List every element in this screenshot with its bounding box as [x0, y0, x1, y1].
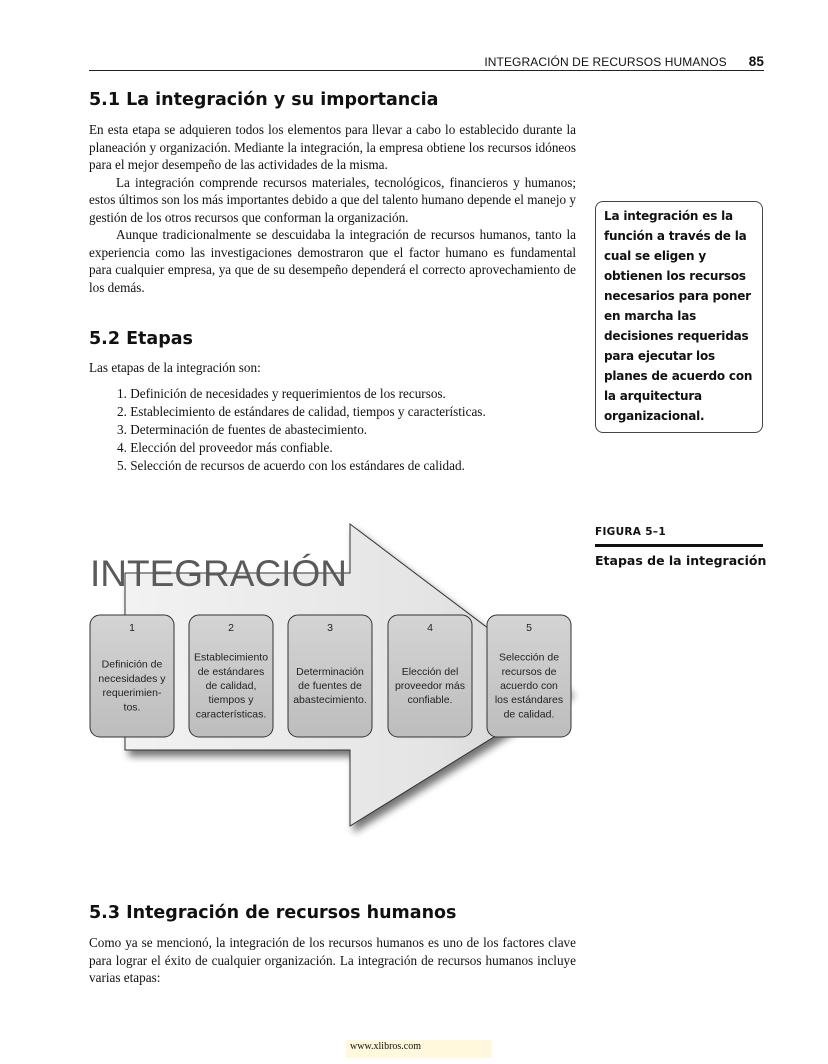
list-item: 4. Elección del proveedor más confiable. [117, 440, 333, 455]
list-item: 5. Selección de recursos de acuerdo con los estándares de calidad. [117, 458, 465, 473]
step-text-line: Definición de [101, 658, 163, 671]
step-text-line: Establecimiento [193, 651, 269, 664]
paragraph: La integración comprende recursos materiales, tecnológicos, financieros y humanos; estos últimos son los más importantes debido a que del talento humano depende el manejo y gestión de los otros recursos que conforman la organización. [89, 174, 576, 225]
paragraph: Aunque tradicionalmente se descuidaba la integración de recursos humanos, tanto la experiencia como las investigaciones demostraron que el factor humano es fundamental para cualquier empresa, ya que de su desempeño dependerá el correcto aprovechamiento de los demás. [89, 227, 576, 295]
list-item: 1. Definición de necesidades y requerimientos de los recursos. [117, 386, 446, 401]
step-box-4 [388, 615, 472, 737]
running-title: INTEGRACIÓN DE RECURSOS HUMANOS [484, 55, 727, 69]
step-number: 4 [427, 622, 433, 634]
step-text-line: acuerdo con [500, 680, 558, 692]
stages-list [117, 385, 486, 475]
step-text-line: proveedor más [394, 680, 466, 692]
step-box-3 [288, 615, 372, 737]
footer-url[interactable]: www.xlibros.com [346, 1040, 492, 1058]
definition-sidebox: La integración es la función a través de la cual se eligen y obtienen los recursos necesarios para poner en marcha las decisiones requeridas para ejecutar los planes de acuerdo con la arquitectura organizacional. [595, 201, 763, 433]
step-text-line: tos. [123, 701, 141, 714]
step-text-line: Selección de [498, 651, 560, 664]
step-text-line: Elección del [401, 665, 459, 678]
step-number: 1 [129, 622, 135, 634]
paragraph: En esta etapa se adquieren todos los elementos para llevar a cabo lo establecido durante la planeación y organización. Mediante la integración, la empresa obtiene los recursos idóneos para el mejor desempeño de las actividades de la misma. [89, 122, 576, 172]
integration-diagram [80, 518, 585, 848]
step-boxes [90, 615, 571, 737]
section-5-1-body [89, 121, 576, 296]
step-text-line: de calidad, [205, 680, 257, 692]
list-item: 3. Determinación de fuentes de abastecimiento. [117, 422, 368, 437]
figure-rule [595, 544, 763, 547]
page-number: 85 [748, 54, 764, 69]
step-text-line: tiempos y [208, 694, 254, 707]
step-text-line: Determinación [296, 665, 364, 678]
step-number: 5 [526, 622, 532, 634]
step-text-line: requerimien- [102, 687, 162, 700]
step-box-1 [90, 615, 174, 737]
step-number: 2 [228, 622, 234, 634]
step-text-line: de calidad. [503, 708, 555, 721]
section-5-2-intro: Las etapas de la integración son: [89, 360, 261, 375]
list-item: 2. Establecimiento de estándares de calidad, tiempos y características. [117, 404, 486, 419]
running-header [484, 54, 764, 69]
step-text-line: características. [195, 708, 267, 721]
step-number: 3 [327, 622, 333, 634]
step-text-line: de fuentes de [298, 680, 362, 692]
section-5-2-title: 5.2 Etapas [89, 329, 193, 349]
section-5-1-title: 5.1 La integración y su importancia [89, 90, 439, 110]
step-text-line: necesidades y [98, 672, 166, 685]
step-text-line: recursos de [501, 665, 557, 678]
step-text-line: los estándares [494, 694, 564, 707]
step-text-line: confiable. [407, 694, 453, 707]
figure-caption: Etapas de la integración [595, 553, 767, 568]
step-box-5 [487, 615, 571, 737]
step-text-line: de estándares [197, 665, 265, 678]
section-5-3-body [89, 934, 576, 987]
diagram-title: INTEGRACIÓN [90, 553, 347, 594]
figure-label: FIGURA 5–1 [595, 526, 666, 538]
header-rule [89, 70, 764, 71]
paragraph: Como ya se mencionó, la integración de los recursos humanos es uno de los factores clave para lograr el éxito de cualquier organización. La integración de recursos humanos incluye varias etapas: [89, 935, 576, 985]
section-5-3-title: 5.3 Integración de recursos humanos [89, 903, 457, 923]
step-text-line: abastecimiento. [293, 694, 367, 707]
step-box-2 [189, 615, 273, 737]
